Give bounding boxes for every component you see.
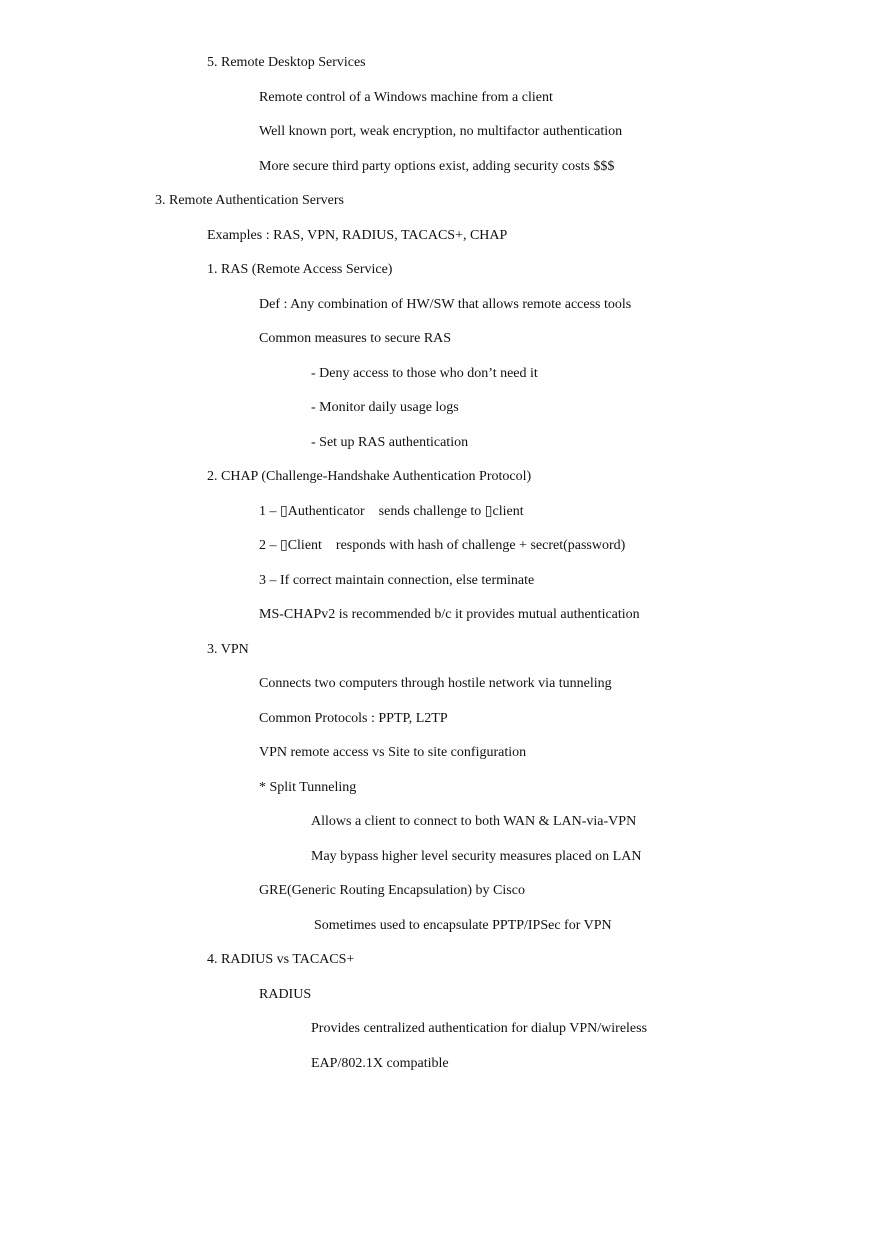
text-line: Sometimes used to encapsulate PPTP/IPSec for VPN bbox=[314, 918, 612, 933]
text-line: 2 – ▯Client responds with hash of challenge + secret(password) bbox=[259, 538, 626, 553]
text-line: * Split Tunneling bbox=[259, 780, 357, 795]
heading-radius-vs-tacacs: 4. RADIUS vs TACACS+ bbox=[207, 952, 355, 967]
text-line: Common measures to secure RAS bbox=[259, 331, 452, 346]
text-line: More secure third party options exist, adding security costs $$$ bbox=[259, 159, 615, 174]
heading-vpn: 3. VPN bbox=[207, 642, 249, 657]
heading-remote-authentication-servers: 3. Remote Authentication Servers bbox=[155, 193, 344, 208]
text-line: Provides centralized authentication for dialup VPN/wireless bbox=[311, 1021, 648, 1036]
text-line: Remote control of a Windows machine from a client bbox=[259, 90, 553, 105]
text-line: 1 – ▯Authenticator sends challenge to ▯client bbox=[259, 504, 524, 519]
heading-ras: 1. RAS (Remote Access Service) bbox=[207, 262, 393, 277]
text-line: 3 – If correct maintain connection, else terminate bbox=[259, 573, 535, 588]
subheading-radius: RADIUS bbox=[259, 987, 312, 1002]
text-line: May bypass higher level security measures placed on LAN bbox=[311, 849, 642, 864]
text-line: Common Protocols : PPTP, L2TP bbox=[259, 711, 448, 726]
text-line: GRE(Generic Routing Encapsulation) by Cisco bbox=[259, 883, 525, 898]
text-line: Well known port, weak encryption, no multifactor authentication bbox=[259, 124, 623, 139]
bullet-line: - Monitor daily usage logs bbox=[311, 400, 459, 415]
heading-chap: 2. CHAP (Challenge-Handshake Authentication Protocol) bbox=[207, 469, 532, 484]
text-line: Examples : RAS, VPN, RADIUS, TACACS+, CHAP bbox=[207, 228, 508, 243]
text-line: MS-CHAPv2 is recommended b/c it provides mutual authentication bbox=[259, 607, 640, 622]
text-line: Allows a client to connect to both WAN & LAN-via-VPN bbox=[311, 814, 637, 829]
text-line: VPN remote access vs Site to site configuration bbox=[259, 745, 527, 760]
text-line: Def : Any combination of HW/SW that allows remote access tools bbox=[259, 297, 632, 312]
text-line: EAP/802.1X compatible bbox=[311, 1056, 449, 1071]
text-line: Connects two computers through hostile network via tunneling bbox=[259, 676, 612, 691]
heading-remote-desktop-services: 5. Remote Desktop Services bbox=[207, 55, 366, 70]
bullet-line: - Set up RAS authentication bbox=[311, 435, 469, 450]
bullet-line: - Deny access to those who don’t need it bbox=[311, 366, 538, 381]
